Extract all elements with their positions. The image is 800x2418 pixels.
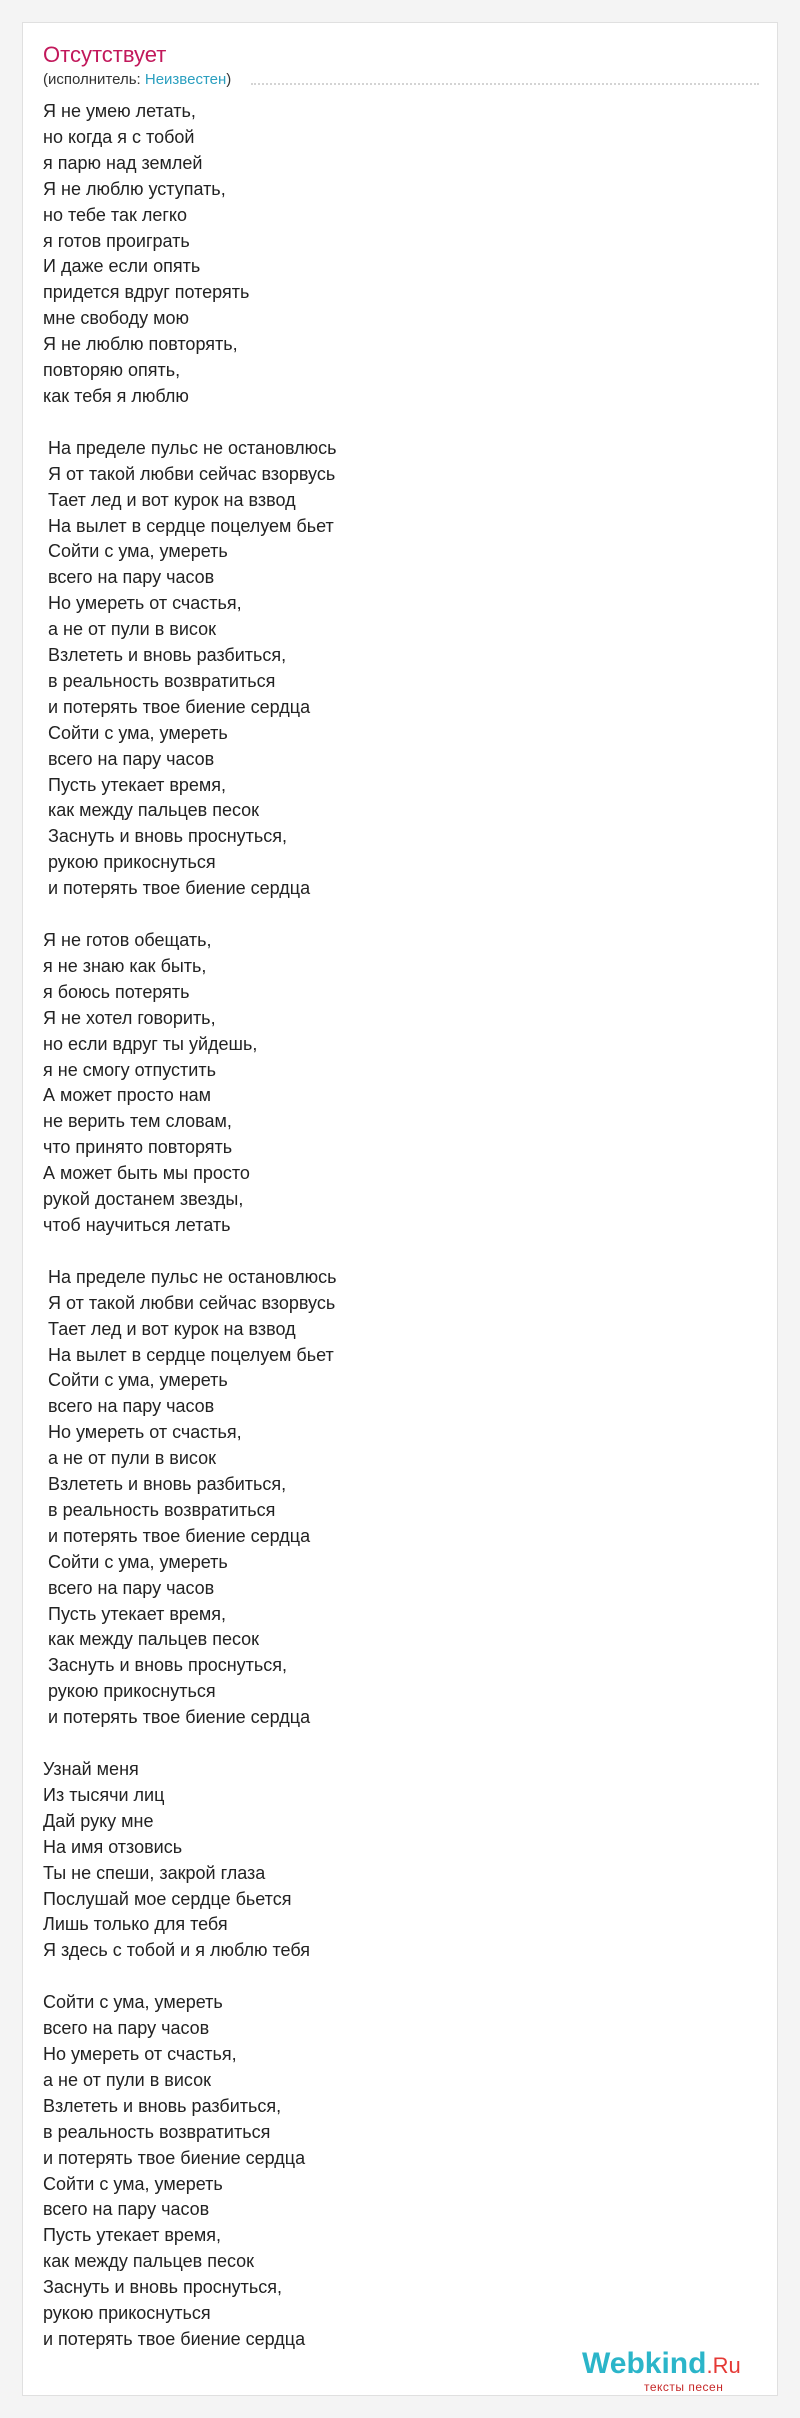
artist-line	[43, 69, 231, 91]
logo-brand: Webkind	[582, 2347, 707, 2380]
artist-suffix: )	[226, 71, 232, 88]
artist-prefix: (исполнитель:	[43, 71, 145, 88]
artist-link[interactable]: Неизвестен	[144, 71, 227, 88]
logo-tld: .Ru	[706, 2353, 741, 2378]
logo-wordmark	[582, 2346, 741, 2384]
logo-tagline: тексты песен	[644, 2380, 724, 2394]
webkind-logo	[582, 2346, 782, 2402]
dotted-divider	[251, 83, 759, 85]
lyrics-text: Я не умею летать, но когда я с тобой я парю над землей Я не люблю уступать, но тебе так легко я готов проиграть И даже если опять придется вдруг потерять мне свободу мою Я не люблю повторять, повторяю опять, как тебя я люблю На пределе пульс не остановлюсь Я от такой любви сейчас взорвусь Тает лед и вот курок на взвод На вылет в сердце поцелуем бьет Сойти с ума, умереть всего на пару часов Но умереть от счастья, а не от пули в висок Взлететь и вновь разбиться, в реальность возвратиться и потерять твое биение сердца Сойти с ума, умереть всего на пару часов Пусть утекает время, как между пальцев песок Заснуть и вновь проснуться, рукою прикоснуться и потерять твое биение сердца Я не готов обещать, я не знаю как быть, я боюсь потерять Я не хотел говорить, но если вдруг ты уйдешь, я не смогу отпустить А может просто нам не верить тем словам, что принято повторять А может быть мы просто рукой достанем звезды, чтоб научиться летать На пределе пульс не остановлюсь Я от такой любви сейчас взорвусь Тает лед и вот курок на взвод На вылет в сердце поцелуем бьет Сойти с ума, умереть всего на пару часов Но умереть от счастья, а не от пули в висок Взлететь и вновь разбиться, в реальность возвратиться и потерять твое биение сердца Сойти с ума, умереть всего на пару часов Пусть утекает время, как между пальцев песок Заснуть и вновь проснуться, рукою прикоснуться и потерять твое биение сердца Узнай меня Из тысячи лиц Дай руку мне На имя отзовись Ты не спеши, закрой глаза Послушай мое сердце бьется Лишь только для тебя Я здесь с тобой и я люблю тебя Сойти с ума, умереть всего на пару часов Но умереть от счастья, а не от пули в висок Взлететь и вновь разбиться, в реальность возвратиться и потерять твое биение сердца Сойти с ума, умереть всего на пару часов Пусть утекает время, как между пальцев песок Заснуть и вновь проснуться, рукою прикоснуться и потерять твое биение сердца	[43, 101, 337, 2349]
lyrics-card	[22, 22, 778, 2396]
song-title: Отсутствует	[43, 42, 167, 67]
